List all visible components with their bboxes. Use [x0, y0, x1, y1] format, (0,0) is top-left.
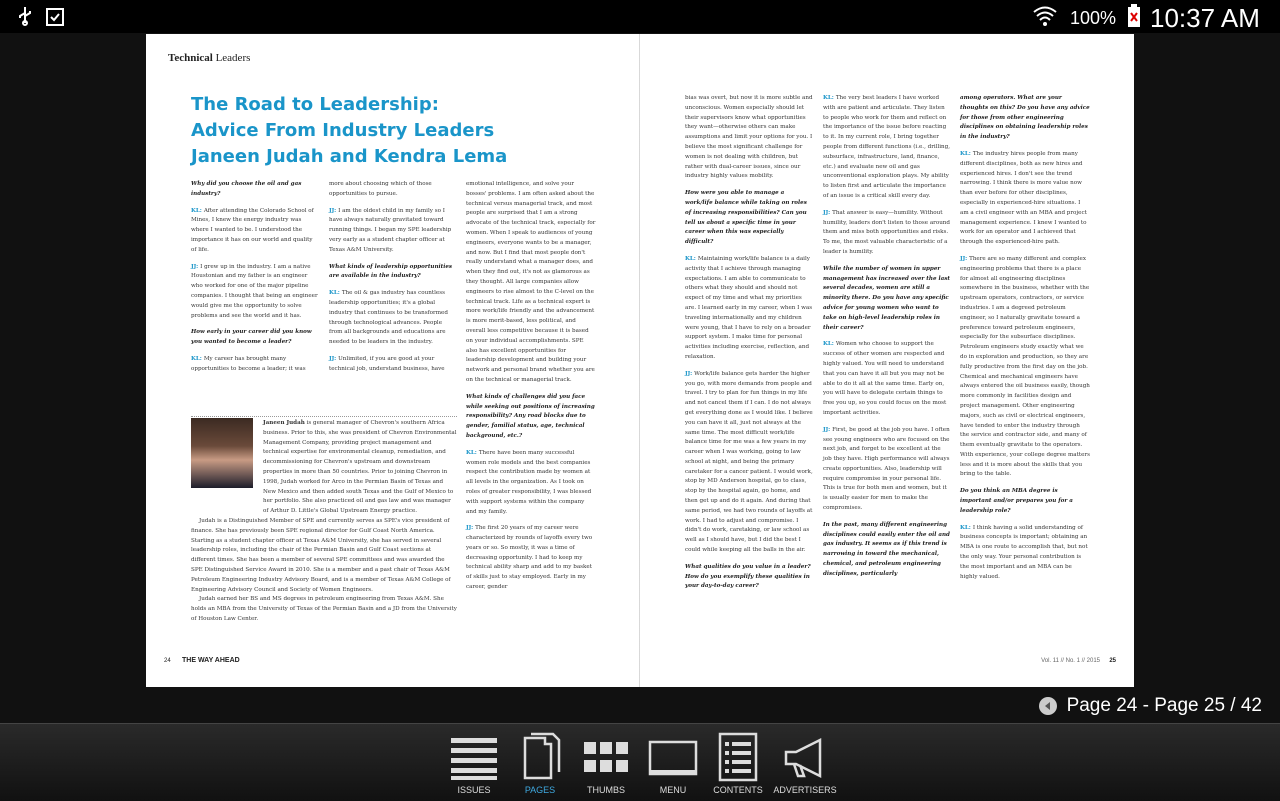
interview-question: In the past, many different engineering disciplines could easily enter the oil and gas industry. It seems as if this trend is narrowing in toward the mechanical, chemical, and petroleum engineering disciplines, particularly [823, 521, 950, 577]
clock: 10:37 AM [1150, 3, 1260, 33]
toolbar-pages[interactable]: PAGES [508, 732, 572, 798]
interview-paragraph [823, 426, 951, 514]
interview-paragraph [685, 255, 813, 363]
article-column [191, 180, 319, 382]
paragraph-text: Work/life balance gets harder the higher you go, with more demands from people and travel. I try to plan for fun things in my life and not cancel them if I can. I do not always get everything done as I would like. I believe you can have it all, just not always at the same time. The most difficult work/life balance time for me was a few years in my career when I was working, going to law school at night, and being the primary caretaker for a cancer patient. I would work, stop by MD Anderson hospital, go to class, stop by the hospital again, go home, and then get up and do it again. And during that same period, we had two rounds of layoffs at work. I had to adjust and compromise. I didn't do work, caretaking, or law school as well as I should have, but I did the best I could while keeping all the balls in the air. [685, 370, 813, 554]
article-column [685, 94, 813, 599]
page-number-right: 25 [1109, 658, 1116, 664]
speaker-initials: JJ: [466, 525, 476, 532]
menu-icon [648, 732, 698, 782]
paragraph-text: The first 20 years of my career were characterized by rounds of layoffs every two years or so. So mostly, it was a time of decreasing opportunity. I had to keep my technical ability sharp and add to my basket of skills just to stay employed. Early in my career, gender [466, 525, 593, 591]
speaker-initials: KL: [191, 355, 204, 362]
paragraph-text: First, be good at the job you have. I often see young engineers who are focused on the next job, and forget to be excellent at the job they have. High performance will always create opportunities. Also, leadership will require compromise in your personal life. This is true for both men and women, but it is usually easier for men to make the compromises. [823, 426, 950, 512]
interview-question: While the number of women in upper management has increased over the last several decades, women are still a minority there. Do you have any specific advice for young women who want to take on high-level leadership roles in their career? [823, 265, 950, 331]
interview-question: Why did you choose the oil and gas industry? [191, 181, 302, 197]
paragraph-text: Unlimited, if you are good at your technical job, understand business, have [329, 355, 445, 372]
previous-page-button[interactable] [1039, 697, 1057, 715]
interview-question: among operators. What are your thoughts on this? Do you have any advice for those from other engineering disciplines on obtaining leadership roles in the industry? [960, 95, 1090, 141]
section-label: Technical Leaders [168, 52, 251, 64]
author-bio: Janeen Judah is general manager of Chevron's southern Africa business. Prior to this, she was president of Chevron Environmental Management Company, providing project management and technical expertise for environmental cleanup, remediation, and decommissioning for Chevron's upstream and downstream properties in more than 50 countries. Prior to joining Chevron in 1998, Judah worked for Arco in the Permian Basin of Texas and New Mexico and then added south Texas and the Gulf of Mexico to her portfolio. She also practiced oil and gas law and was manager of Arthur D. Little's Global Upstream Energy practice. Judah is a Distinguished Member of SPE and currently serves as SPE's vice president of finance. She has previously been SPE regional director for Gulf Coast North America. Starting as a student chapter officer at Texas A&M University, she has served in several leadership roles, including the chair of the Permian Basin and Gulf Coast sections at different times. She has been a member of several SPE committees and was awarded the SPE Distinguished Service Award in 2010. She is a member and a past chair of Texas A&M Petroleum Engineering Industry Advisory Board, and is a member of Texas A&M College of Engineering Advisory Council and Society of Women Engineers. Judah earned her BS and MS degrees in petroleum engineering from Texas A&M. She holds an MBA from the University of Texas of the Permian Basin and a JD from the University of Houston Law Center. [191, 416, 457, 625]
speaker-initials: JJ: [329, 207, 339, 214]
paragraph-text: My career has brought many opportunities to become a leader; it was [191, 355, 306, 372]
paragraph-text: That answer is easy—humility. Without humility, leaders don't listen to those around them and miss both opportunities and risks. To me, the most valuable characteristic of a leader is humility. [823, 209, 950, 255]
paragraph-text: The oil & gas industry has countless leadership opportunities; it's a global industry that continues to be transformed through technological advances. People from all backgrounds and educations are needed to be leaders in the industry. [329, 290, 448, 346]
interview-paragraph [823, 209, 951, 258]
speaker-initials: JJ: [329, 355, 339, 362]
paragraph-text: There are so many different and complex engineering problems that there is a place for almost all engineering disciplines somewhere in the business, whether with the upstream operators, contractors, or service industries. I am a degreed petroleum engineer, so I naturally gravitate toward a preference toward petroleum engineers, especially for the subsurface disciplines. Petroleum engineers study exactly what we do in exploration and production, so they are fully productive from the first day on the job. Chemical and mechanical engineers have always entered the oil business easily, though more commonly in facilities design and project management. Other engineering majors, such as civil or electrical engineers, have tended to enter the industry through the service and contractor side, and many of them eventually gravitate to the operators. With experience, your college degree matters less and it is more about the skills that you bring to the table. [960, 255, 1090, 478]
paragraph-text: The very best leaders I have worked with are patient and articulate. They listen to people who work for them and reflect on the importance of the issue before reacting to it. In my current role, I bring together people from different functions (i.e., drilling, subsurface, infrastructure, land, finance, etc.) and evaluate new oil and gas unconventional exploration plays. My ability to listen first and articulate the importance of an issue is a critical skill every day. [823, 95, 951, 199]
toolbar-thumbs[interactable]: THUMBS [574, 732, 638, 798]
toolbar-contents[interactable]: CONTENTS [706, 732, 770, 798]
interview-paragraph [329, 355, 457, 375]
page-number-left: 24 [164, 658, 171, 664]
speaker-initials: KL: [960, 150, 973, 157]
interview-paragraph [191, 207, 319, 256]
speaker-initials: KL: [329, 290, 342, 297]
article-column [960, 94, 1090, 589]
article-headline: The Road to Leadership: Advice From Industry Leaders Janeen Judah and Kendra Lema [191, 94, 508, 167]
advertisers-icon [780, 732, 830, 782]
paragraph-text: I grew up in the industry. I am a native Houstonian and my father is an engineer who worked for one of the major pipeline companies. I thought that being an engineer would give me the opportunity to solve problems and see the world and it has. [191, 263, 318, 319]
paragraph-text: I am the oldest child in my family so I have always naturally gravitated toward running things. I began my SPE leadership very early as a student chapter officer at Texas A&M University. [329, 207, 452, 253]
speaker-initials: KL: [960, 524, 973, 531]
magazine-page-left[interactable] [146, 34, 640, 687]
interview-question: What qualities do you value in a leader? How do you exemplify these qualities in your day-to-day career? [685, 563, 811, 590]
speaker-initials: JJ: [685, 370, 695, 377]
speaker-initials: KL: [685, 255, 698, 262]
interview-question: How early in your career did you know you wanted to become a leader? [191, 329, 312, 346]
clipboard-check-icon [44, 5, 66, 32]
interview-paragraph [685, 94, 813, 182]
interview-question: What kinds of challenges did you face while seeking out positions of increasing responsibility? Any road blocks due to gender, familial status, age, technical background, etc.? [466, 393, 595, 439]
paragraph-text: There have been many successful women role models and the best companies respect the contribution made by women at all levels in the organization. As I took on roles of greater responsibility, I was blessed with support systems within the company and my family. [466, 449, 592, 515]
battery-icon [1127, 4, 1141, 33]
interview-paragraph [466, 449, 596, 518]
article-column [329, 180, 457, 382]
speaker-initials: JJ: [191, 263, 201, 270]
paragraph-text: Maintaining work/life balance is a daily activity that I achieve through managing expectations. I am able to communicate to others what they should and should not expect of my time and what my priorities are. I learned early in my career, when I was traveling internationally and my children were young, that I have to rely on a broader support system. I make time for personal activities including exercise, reflection, and relaxation. [685, 255, 813, 360]
pages-icon [515, 732, 565, 782]
status-bar [0, 0, 1280, 33]
publication-logo: THE WAY AHEAD [182, 657, 240, 664]
toolbar-issues[interactable]: ISSUES [442, 732, 506, 798]
page-indicator [1039, 693, 1262, 719]
paragraph-text: The industry hires people from many different disciplines, both as new hires and experienced hires. I don't see the trend narrowing. I think there is more value now than ever before for other disciplines, especially in experienced-hire situations. I am a civil engineer with an MBA and project management experience. I knew I wanted to work for an operator and I achieved that through the experienced-hire path. [960, 150, 1087, 246]
article-column [823, 94, 951, 587]
issues-icon [449, 732, 499, 782]
issue-info: Vol. 11 // No. 1 // 2015 [1041, 658, 1100, 664]
speaker-initials: KL: [823, 341, 836, 348]
interview-paragraph [329, 207, 457, 256]
wifi-icon [1032, 5, 1058, 32]
article-column [466, 180, 596, 600]
interview-paragraph [823, 340, 951, 418]
interview-paragraph [329, 180, 457, 200]
magazine-page-right[interactable] [640, 34, 1134, 687]
speaker-initials: KL: [191, 207, 204, 214]
interview-paragraph [960, 255, 1090, 480]
interview-paragraph [960, 150, 1090, 248]
paragraph-text: more about choosing which of those opportunities to pursue. [329, 181, 432, 197]
interview-paragraph [191, 263, 319, 322]
speaker-initials: JJ: [960, 255, 970, 262]
bottom-toolbar [0, 723, 1280, 801]
page-indicator-text: Page 24 - Page 25 / 42 [1066, 695, 1262, 716]
interview-question: What kinds of leadership opportunities are available in the industry? [329, 263, 453, 280]
interview-paragraph [191, 355, 319, 375]
interview-paragraph [466, 524, 596, 593]
contents-icon [713, 732, 763, 782]
toolbar-menu[interactable]: MENU [641, 732, 705, 798]
speaker-initials: KL: [823, 95, 836, 101]
interview-paragraph [329, 289, 457, 348]
interview-paragraph [823, 94, 951, 202]
speaker-initials: JJ: [823, 209, 833, 216]
battery-percent: 100% [1070, 8, 1117, 28]
paragraph-text: bias was overt, but now it is more subtle and unconscious. Women especially should let their supervisors know what opportunities they want—otherwise others can make assumptions and limit your options for you. I believe the most significant challenge for women is not dealing with children, but rather with dual-career issues, since our industry highly values mobility. [685, 95, 813, 180]
toolbar-advertisers[interactable]: ADVERTISERS [773, 732, 837, 798]
paragraph-text: I think having a solid understanding of business concepts is important; obtaining an MBA is one route to accomplish that, but not the only way. Your personal contribution is the most important and an MBA can be highly valued. [960, 524, 1088, 580]
speaker-initials: JJ: [823, 426, 833, 433]
interview-paragraph [685, 370, 813, 556]
interview-paragraph [466, 180, 596, 386]
interview-question: Do you think an MBA degree is important and/or prepares you for a leadership role? [960, 488, 1073, 514]
paragraph-text: After attending the Colorado School of Mines, I knew the energy industry was where I wanted to be. I understood the importance it has on our world and quality of life. [191, 207, 314, 253]
usb-icon [14, 5, 36, 32]
speaker-initials: KL: [466, 449, 479, 456]
thumbs-icon [581, 732, 631, 782]
interview-question: How were you able to manage a work/life balance while taking on roles of increasing responsibilities? Can you tell us about a specific time in your career when this was especially difficult? [685, 190, 807, 246]
chevron-left-icon [1043, 701, 1053, 711]
paragraph-text: emotional intelligence, and solve your bosses' problems. I am often asked about the technical versus managerial track, and most people are surprised that I am a strong advocate of the technical track, especially for women. When I speak to audiences of young engineers, everyone wants to be a manager, and now. But I find that most people don't really understand what a manager does, and when they find out, it's not as glamorous as they thought. All large companies allow engineers to rise almost to the C-level on the technical track. Life as a technical expert is more work/life friendly and the advancement is more merit-based, less political, and overall less competitive because it is based on your individual accomplishments. SPE also has excellent opportunities for leadership development and building your network and personal brand whether you are on the technical or managerial track. [466, 181, 596, 383]
interview-paragraph [960, 524, 1090, 583]
paragraph-text: Women who choose to support the success of other women are respected and highly valued. You will need to understand that you can have it all but you may not be able to do it all at the same time. Early on, you will have to delegate certain things to free you up, so you could focus on the most important activities. [823, 341, 947, 416]
